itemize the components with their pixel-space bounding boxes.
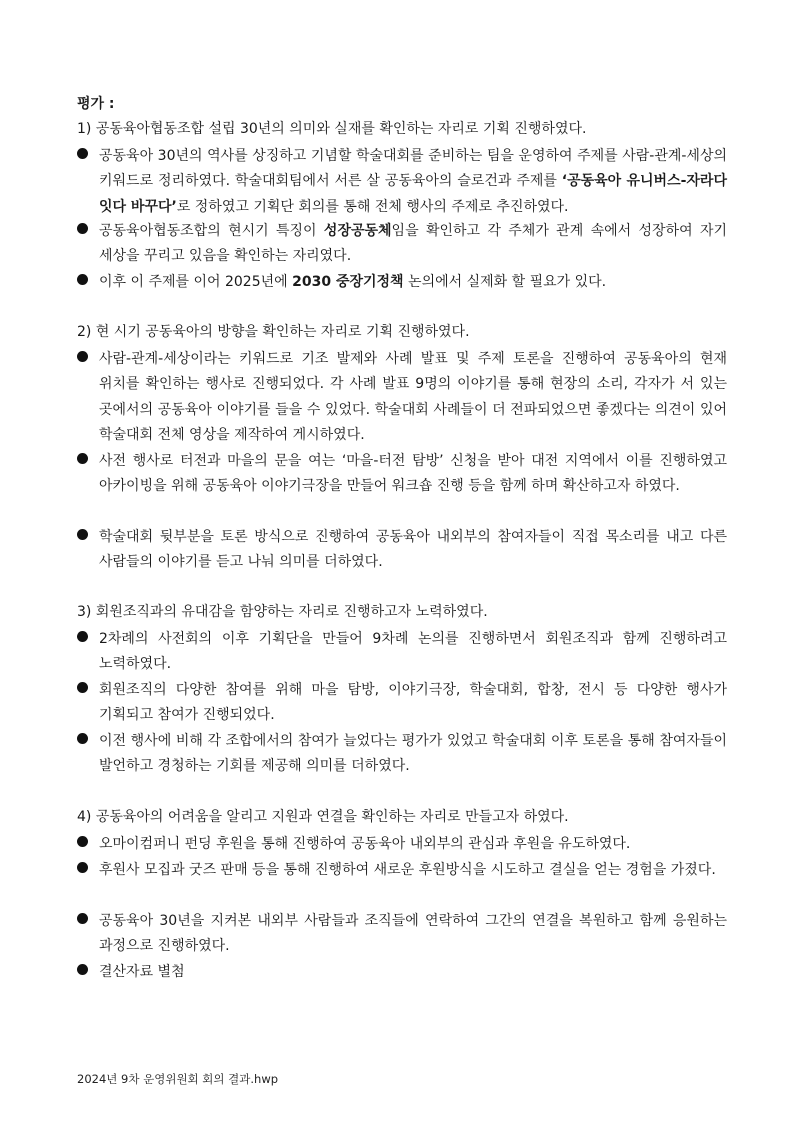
bullet-text: 2차례의 사전회의 이후 기획단을 만들어 9차례 논의를 진행하면서 회원조직과 함께 진행하려고 노력하였다. (99, 631, 727, 673)
bullet-text: 학술대회 뒷부분을 토론 방식으로 진행하여 공동육아 내외부의 참여자들이 직접 목소리를 내고 다른 사람들의 이야기를 듣고 나눠 의미를 더하였다. (99, 529, 727, 571)
section-1-bullet-2 (77, 219, 727, 270)
footer-filename: 2024년 9차 운영위원회 회의 결과.hwp (77, 1072, 279, 1086)
bullet-dot-icon (77, 453, 88, 464)
section-1-title: 1) 공동육아협동조합 설립 30년의 의미와 실재를 확인하는 자리로 기획 진행하였다. (77, 121, 587, 137)
bullet-dot-icon (77, 529, 88, 540)
section-4-bullet-2 (77, 858, 727, 883)
bullet-text: 회원조직의 다양한 참여를 위해 마을 탐방, 이야기극장, 학술대회, 합창, 전시 등 다양한 행사가 기획되고 참여가 진행되었다. (99, 682, 727, 724)
section-4-bullet-3 (77, 909, 727, 960)
bullet-dot-icon (77, 836, 88, 847)
bullet-text: 오마이컴퍼니 펀딩 후원을 통해 진행하여 공동육아 내외부의 관심과 후원을 유도하였다. (99, 836, 631, 852)
bullet-dot-icon (77, 351, 88, 362)
bullet-dot-icon (77, 913, 88, 924)
bullet-dot-icon (77, 733, 88, 744)
bullet-dot-icon (77, 631, 88, 642)
bullet-text: 이후 이 주제를 이어 2025년에 2030 중장기정책 논의에서 실제화 할 필요가 있다. (99, 274, 607, 290)
bullet-dot-icon (77, 682, 88, 693)
section-2-bullet-1 (77, 347, 727, 449)
bullet-text: 공동육아 30년의 역사를 상징하고 기념할 학술대회를 준비하는 팀을 운영하여 주제를 사람-관계-세상의 키워드로 정리하였다. 학술대회팀에서 서른 살 공동육아의 슬로건과 주제를 ‘공동육아 유니버스-자라다 잇다 바꾸다’로 정하였고 기획단 회의를 통해 전체 행사의 주제로 추진하였다. (99, 148, 727, 215)
bullet-text: 사람-관계-세상이라는 키워드로 기조 발제와 사례 발표 및 주제 토론을 진행하여 공동육아의 현재 위치를 확인하는 행사로 진행되었다. 각 사례 발표 9명의 이야기를 통해 현장의 소리, 각자가 서 있는 곳에서의 공동육아 이야기를 들을 수 있었다. 학술대회 사례들이 더 전파되었으면 좋겠다는 의견이 있어 학술대회 전체 영상을 제작하여 게시하였다. (99, 351, 727, 444)
section-3-bullet-3 (77, 729, 727, 780)
section-2-title: 2) 현 시기 공동육아의 방향을 확인하는 자리로 기획 진행하였다. (77, 324, 470, 340)
bullet-text: 공동육아협동조합의 현시기 특징이 성장공동체임을 확인하고 각 주체가 관계 속에서 성장하여 자기 세상을 꾸리고 있음을 확인하는 자리였다. (99, 223, 728, 265)
bullet-dot-icon (77, 148, 88, 159)
bullet-text: 이전 행사에 비해 각 조합에서의 참여가 늘었다는 평가가 있었고 학술대회 이후 토론을 통해 참여자들이 발언하고 경청하는 기회를 제공해 의미를 더하였다. (99, 733, 727, 775)
bullet-text: 후원사 모집과 굿즈 판매 등을 통해 진행하여 새로운 후원방식을 시도하고 결실을 얻는 경험을 가졌다. (99, 862, 716, 878)
bullet-text: 결산자료 별첨 (99, 964, 185, 980)
section-4-bullet-4 (77, 960, 727, 985)
bullet-text: 공동육아 30년을 지켜본 내외부 사람들과 조직들에 연락하여 그간의 연결을 복원하고 함께 응원하는 과정으로 진행하였다. (99, 913, 727, 955)
evaluation-heading: 평가 : (77, 96, 115, 112)
section-3-title: 3) 회원조직과의 유대감을 함양하는 자리로 진행하고자 노력하였다. (77, 604, 488, 620)
section-1-bullet-3 (77, 270, 727, 295)
section-1-bullet-1 (77, 144, 727, 220)
section-4-title: 4) 공동육아의 어려움을 알리고 지원과 연결을 확인하는 자리로 만들고자 하였다. (77, 809, 569, 825)
bullet-dot-icon (77, 964, 88, 975)
section-3-bullet-2 (77, 678, 727, 729)
bullet-text: 사전 행사로 터전과 마을의 문을 여는 ‘마을-터전 탐방’ 신청을 받아 대전 지역에서 이를 진행하였고 아카이빙을 위해 공동육아 이야기극장을 만들어 워크숍 진행 등을 함께 하며 확산하고자 하였다. (99, 453, 727, 495)
section-2-bullet-3 (77, 525, 727, 576)
section-3-bullet-1 (77, 627, 727, 678)
bullet-dot-icon (77, 862, 88, 873)
bullet-dot-icon (77, 274, 88, 285)
bullet-dot-icon (77, 223, 88, 234)
section-2-bullet-2 (77, 449, 727, 500)
section-4-bullet-1 (77, 832, 727, 857)
